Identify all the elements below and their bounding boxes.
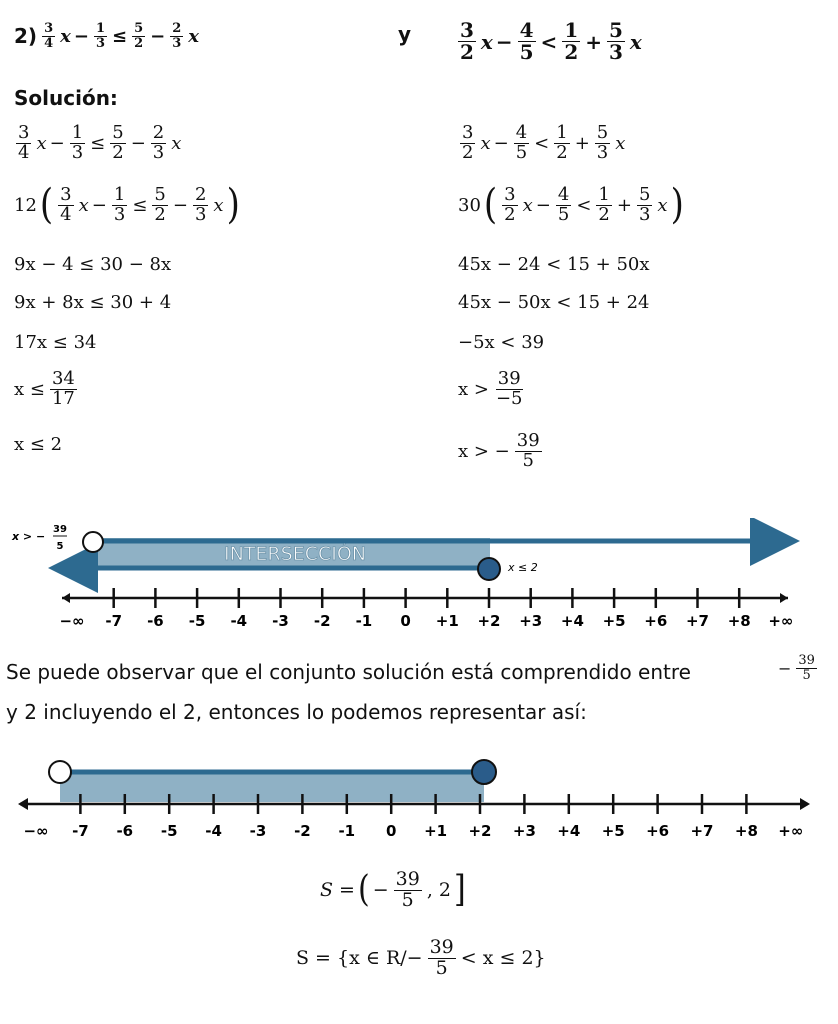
explanation-line-2: y 2 incluyendo el 2, entonces lo podemos representar así: bbox=[6, 700, 587, 724]
axis-tick-label: +1 bbox=[424, 822, 448, 840]
fraction: $\frac{1}{2}$ bbox=[598, 184, 610, 225]
axis-tick-label: +∞ bbox=[768, 612, 794, 630]
axis-tick-label: +5 bbox=[602, 612, 626, 630]
fraction: $\frac{5}{3}$ bbox=[609, 18, 623, 64]
fraction: $\frac{5}{3}$ bbox=[638, 184, 651, 225]
axis-tick-label: +5 bbox=[601, 822, 625, 840]
axis-tick-label: −∞ bbox=[59, 612, 85, 630]
fraction: $\frac{3}{2}$ bbox=[504, 184, 516, 225]
right-step-3: 45x − 24 < 15 + 50x bbox=[458, 254, 650, 275]
connector-y: y bbox=[398, 22, 412, 46]
right-step-1: $\frac{3}{2}$ x − $\frac{4}{5}$ < $\frac{1}{2}$ + $\frac{5}{3}$ x bbox=[462, 122, 626, 163]
open-endpoint-icon bbox=[49, 761, 71, 783]
axis-tick-label: -6 bbox=[147, 612, 164, 630]
left-step-5: 17x ≤ 34 bbox=[14, 332, 97, 353]
left-step-1: $\frac{3}{4}$ x − $\frac{1}{3}$ ≤ $\frac{5}{2}$ − $\frac{2}{3}$ x bbox=[18, 122, 182, 163]
axis-tick-label: -3 bbox=[272, 612, 289, 630]
left-step-6: x ≤ $\frac{34}{17}$ bbox=[14, 368, 75, 409]
right-step-4: 45x − 50x < 15 + 24 bbox=[458, 292, 650, 313]
axis-tick-label: +4 bbox=[560, 612, 584, 630]
fraction: $\frac{2}{3}$ bbox=[194, 184, 207, 225]
fraction: $\frac{3}{4}$ bbox=[18, 122, 30, 163]
fraction: $\frac{39}{-5}$ bbox=[495, 368, 523, 409]
axis-tick-label: 0 bbox=[400, 612, 411, 630]
fraction: $\frac{4}{5}$ bbox=[519, 18, 534, 64]
fraction: $\frac{1}{2}$ bbox=[556, 122, 568, 163]
axis-tick-label: +7 bbox=[685, 612, 710, 630]
right-step-5: −5x < 39 bbox=[458, 332, 545, 353]
axis-tick-label: -1 bbox=[338, 822, 356, 840]
right-step-6: x > $\frac{39}{-5}$ bbox=[458, 368, 523, 409]
fraction: $\frac{1}{3}$ bbox=[95, 21, 105, 51]
axis-tick-label: -1 bbox=[355, 612, 373, 630]
fraction: $\frac{2}{3}$ bbox=[172, 21, 182, 51]
fraction: $\frac{1}{3}$ bbox=[113, 184, 126, 225]
open-endpoint-icon bbox=[83, 532, 103, 552]
axis-tick-label: -2 bbox=[313, 612, 331, 630]
axis-tick-label: -6 bbox=[116, 822, 134, 840]
axis-tick-label: +∞ bbox=[778, 822, 804, 840]
fraction: $\frac{5}{2}$ bbox=[112, 122, 124, 163]
left-step-4: 9x + 8x ≤ 30 + 4 bbox=[14, 292, 172, 313]
fraction: $\frac{3}{4}$ bbox=[44, 21, 54, 51]
number-line-intersection bbox=[10, 518, 838, 634]
axis-tick-label: +1 bbox=[435, 612, 459, 630]
axis-tick-label: +6 bbox=[644, 612, 668, 630]
axis-tick-label: -4 bbox=[205, 822, 222, 840]
axis-tick-label: 0 bbox=[385, 822, 397, 840]
intersection-label: INTERSECCIÓN bbox=[224, 543, 366, 565]
label-x-leq-2: x ≤ 2 bbox=[508, 561, 538, 574]
fraction: $\frac{34}{17}$ bbox=[51, 368, 75, 409]
right-step-7: x > − $\frac{39}{5}$ bbox=[458, 430, 540, 471]
fraction: $\frac{39}{5}$ bbox=[395, 868, 420, 911]
fraction: $\frac{2}{3}$ bbox=[152, 122, 165, 163]
solution-title: Solución: bbox=[14, 86, 118, 110]
fraction: $\frac{4}{5}$ bbox=[515, 122, 528, 163]
explanation-line-1: Se puede observar que el conjunto solución está comprendido entre bbox=[6, 660, 691, 684]
left-step-2: 12 ( $\frac{3}{4}$ x − $\frac{1}{3}$ ≤ $\frac{5}{2}$ − $\frac{2}{3}$ x ) bbox=[14, 181, 240, 230]
number-line-solution bbox=[10, 750, 838, 850]
fraction: $\frac{39}{5}$ bbox=[798, 653, 815, 683]
axis-tick-label: +8 bbox=[727, 612, 751, 630]
axis-tick-label: +7 bbox=[690, 822, 714, 840]
axis-tick-label: +2 bbox=[477, 612, 501, 630]
fraction: $\frac{1}{2}$ bbox=[564, 18, 579, 64]
fraction: $\frac{5}{3}$ bbox=[596, 122, 609, 163]
axis-tick-label: -2 bbox=[294, 822, 311, 840]
label-x-greater-num: 39 bbox=[53, 524, 67, 535]
axis-tick-label: -5 bbox=[160, 822, 178, 840]
axis-tick-label: +4 bbox=[557, 822, 581, 840]
label-x-greater: x > − bbox=[12, 530, 46, 543]
number-line-1-svg bbox=[10, 518, 838, 634]
axis-tick-label: +3 bbox=[512, 822, 536, 840]
closed-endpoint-icon bbox=[472, 760, 496, 784]
left-step-7: x ≤ 2 bbox=[14, 434, 63, 455]
axis-tick-label: +6 bbox=[646, 822, 670, 840]
axis-tick-label: -7 bbox=[72, 822, 89, 840]
answer-set-builder: S = {x ∈ R/− $\frac{39}{5}$ < x ≤ 2} bbox=[296, 936, 546, 979]
fraction: $\frac{4}{5}$ bbox=[557, 184, 570, 225]
axis-ticks bbox=[59, 588, 793, 630]
axis-tick-label: -7 bbox=[105, 612, 123, 630]
fraction: $\frac{3}{2}$ bbox=[460, 18, 474, 64]
axis-tick-label: +2 bbox=[468, 822, 492, 840]
answer-interval: S = ( − $\frac{39}{5}$ , 2 ] bbox=[320, 868, 466, 911]
axis-tick-label: +3 bbox=[519, 612, 543, 630]
fraction: $\frac{3}{2}$ bbox=[462, 122, 474, 163]
explanation-fraction: − $\frac{39}{5}$ bbox=[778, 653, 815, 683]
problem-statement-1: 2) $\frac{3}{4}$ x − $\frac{1}{3}$ ≤ $\frac{5}{2}$ − $\frac{2}{3}$ x bbox=[14, 21, 199, 51]
fraction: $\frac{1}{3}$ bbox=[71, 122, 84, 163]
fraction: $\frac{5}{2}$ bbox=[134, 21, 144, 51]
fraction: $\frac{39}{5}$ bbox=[429, 936, 454, 979]
left-step-3: 9x − 4 ≤ 30 − 8x bbox=[14, 254, 172, 275]
axis-tick-label: −∞ bbox=[23, 822, 49, 840]
closed-endpoint-icon bbox=[478, 558, 500, 580]
axis-tick-label: -5 bbox=[188, 612, 206, 630]
number-line-2-svg bbox=[10, 750, 838, 850]
fraction: $\frac{5}{2}$ bbox=[154, 184, 166, 225]
problem-statement-2: $\frac{3}{2}$ x − $\frac{4}{5}$ < $\frac{1}{2}$ + $\frac{5}{3}$ x bbox=[460, 18, 642, 64]
label-x-greater-den: 5 bbox=[56, 541, 64, 552]
fraction: $\frac{3}{4}$ bbox=[60, 184, 72, 225]
right-step-2: 30 ( $\frac{3}{2}$ x − $\frac{4}{5}$ < $\frac{1}{2}$ + $\frac{5}{3}$ x ) bbox=[458, 181, 684, 230]
fraction: $\frac{39}{5}$ bbox=[516, 430, 540, 471]
axis-tick-label: -4 bbox=[230, 612, 248, 630]
axis-tick-label: +8 bbox=[734, 822, 758, 840]
axis-tick-label: -3 bbox=[249, 822, 267, 840]
